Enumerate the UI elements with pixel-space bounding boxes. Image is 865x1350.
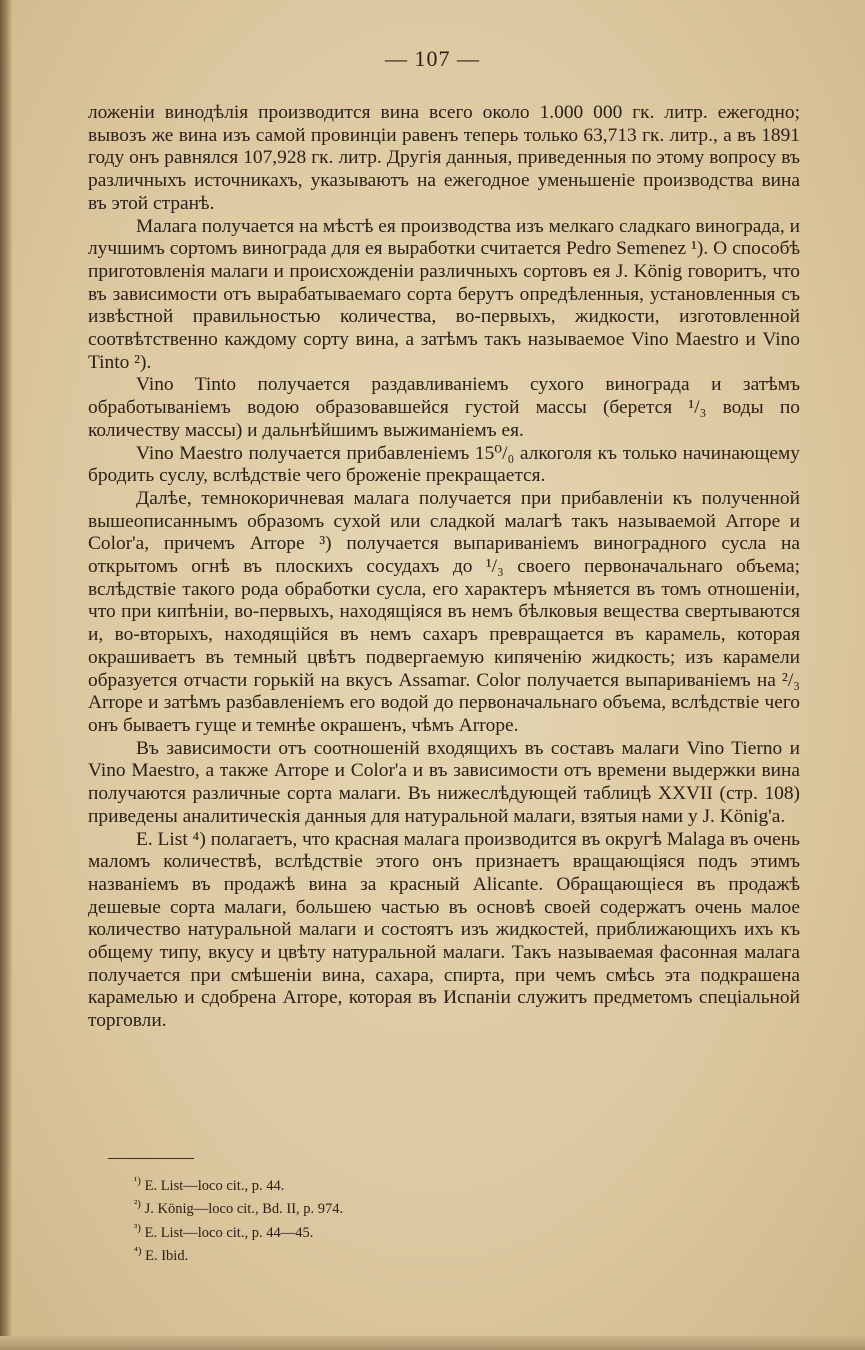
footnote-divider — [108, 1158, 194, 1159]
footnote-mark: ²) — [134, 1198, 141, 1211]
paragraph-5: Далѣе, темнокоричневая малага получается при прибавленіи къ полученной вышеописаннымъ образомъ сухой или сладкой малагѣ такъ называемой Arrope и Color'а, причемъ Arrope ³) получается выпариваніемъ виноградного сусла на открытомъ огнѣ въ плоскихъ сосудахъ до ¹/₃ своего первоначальнаго объема; вслѣдствіе такого рода обработки сусла, его характеръ мѣняется въ томъ отношеніи, что при кипѣніи, во-первыхъ, находящіяся въ немъ бѣлковыя вещества свертываются и, во-вторыхъ, находящійся въ немъ сахаръ превращается въ карамель, которая окрашиваетъ въ темный цвѣтъ подвергаемую кипяченію жидкость; изъ карамели образуется отчасти горькій на вкусъ Assamar. Color получается выпариваніемъ на ²/₃ Arrope и затѣмъ разбавленіемъ его водой до первоначальнаго объема, вслѣдствіе чего онъ бываетъ гуще и темнѣе окрашенъ, чѣмъ Arrope. — [88, 487, 800, 736]
footnote-mark: ⁴) — [134, 1245, 142, 1258]
footnote-2 — [134, 1195, 554, 1218]
footnote-4 — [134, 1242, 554, 1265]
page-number: — 107 — — [385, 46, 480, 71]
footnote-1 — [134, 1172, 554, 1195]
body-text — [88, 102, 800, 1033]
footnote-text: E. List—loco cit., p. 44. — [144, 1177, 285, 1194]
paragraph-1: ложеніи винодѣлія производится вина всего около 1.000 000 гк. литр. ежегодно; вывозъ же вина изъ самой провинціи равенъ теперь только 63,713 гк. литр., а въ 1891 году онъ равнялся 107,928 гк. литр. Другія данныя, приведенныя по этому вопросу въ различныхъ источникахъ, указываютъ на ежегодное уменьшеніе производства вина въ этой странѣ. — [88, 102, 800, 214]
footnote-mark: ³) — [134, 1221, 141, 1234]
page-bottom-edge — [0, 1336, 865, 1350]
footnote-3 — [134, 1219, 554, 1242]
footnotes — [134, 1172, 554, 1266]
paragraph-2: Малага получается на мѣстѣ ея производства изъ мелкаго сладкаго винограда, и лучшимъ сортомъ винограда для ея выработки считается Pedro Semenez ¹). О способѣ приготовленія малаги и происхожденіи различныхъ сортовъ ея J. König говоритъ, что въ зависимости отъ вырабатываемаго сорта берутъ опредѣленныя, установленныя съ извѣстной правильностью количества, во-первыхъ, жидкости, изготовленной соотвѣтственно каждому сорту вина, а затѣмъ такъ называемое Vino Maestro и Vino Tinto ²). — [88, 215, 800, 373]
paragraph-4: Vino Maestro получается прибавленіемъ 15⁰/₀ алкоголя къ только начинающему бродить суслу, вслѣдствіе чего броженіе прекращается. — [88, 442, 800, 487]
paragraph-6: Въ зависимости отъ соотношеній входящихъ въ составъ малаги Vino Tierno и Vino Maestro, а также Arrope и Color'а и въ зависимости отъ времени выдержки вина получаются различные сорта малаги. Въ нижеслѣдующей таблицѣ XXVII (стр. 108) приведены аналитическія данныя для натуральной малаги, взятыя нами у J. König'а. — [88, 737, 800, 827]
paragraph-3: Vino Tinto получается раздавливаніемъ сухого винограда и затѣмъ обработываніемъ водою образовавшейся густой массы (берется ¹/₃ воды по количеству массы) и дальнѣйшимъ выжиманіемъ ея. — [88, 374, 800, 441]
paragraph-7: E. List ⁴) полагаетъ, что красная малага производится въ округѣ Malaga въ очень маломъ количествѣ, вслѣдствіе этого онъ признаетъ вращающіяся подъ этимъ названіемъ въ продажѣ вина за красный Alicante. Обращающіеся въ продажѣ дешевые сорта малаги, большею частью въ основѣ своей содержатъ очень малое количество натуральной малаги и состоятъ изъ жидкостей, приближающихъ ихъ къ общему типу, вкусу и цвѣту натуральной малаги. Такъ называемая фасонная малага получается при смѣшеніи вина, сахара, спирта, при чемъ смѣсь эта подкрашена карамелью и сдобрена Arrope, которая въ Испаніи служитъ предметомъ спеціальной торговли. — [88, 828, 801, 1032]
footnote-text: E. List—loco cit., p. 44—45. — [144, 1224, 314, 1241]
footnote-text: J. König—loco cit., Bd. II, p. 974. — [144, 1201, 344, 1218]
footnote-text: E. Ibid. — [145, 1248, 189, 1265]
page-binding-edge — [0, 0, 12, 1350]
footnote-mark: ¹) — [134, 1175, 141, 1187]
